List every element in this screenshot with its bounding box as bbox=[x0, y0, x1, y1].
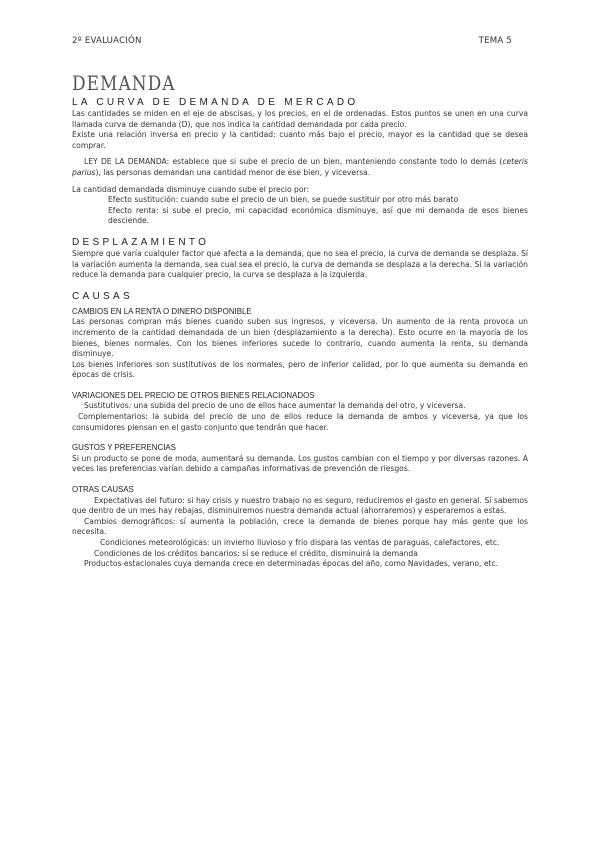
section-causas bbox=[72, 291, 528, 570]
section-curva-demanda bbox=[72, 97, 528, 227]
paragraph: Las personas compran más bienes cuando suben sus ingresos, y viceversa. Un aumento de la renta provoca un incremento de la cantidad demandada de un bien (desplazamiento a la derecha). Esto ocurre en la mayoría de los bienes, bienes normales. Con los bienes inferiores sucede lo contrario, cuando aumenta la renta, su demanda disminuye. bbox=[72, 317, 528, 359]
ley-text-a: LEY DE LA DEMANDA: establece que si sube el precio de un bien, manteniendo constante todo lo demás ( bbox=[84, 157, 503, 167]
subsection-title: OTRAS CAUSAS bbox=[72, 485, 134, 495]
paragraph: Condiciones meteorológicas: un invierno lluvioso y frío dispara las ventas de paraguas, calefactores, etc. bbox=[100, 538, 500, 547]
paragraph: Cambios demográficos: sí aumenta la población, crece la demanda de bienes porque hay más gente que los necesita. bbox=[72, 516, 528, 537]
efecto-renta: Efecto renta: si sube el precio, mi capacidad económica disminuye, así que mi demanda de esos bienes desciende. bbox=[108, 205, 528, 226]
subsection-otras bbox=[72, 485, 528, 570]
paragraph: Sustitutivos: una subida del precio de uno de ellos hace aumentar la demanda del otro, y viceversa. bbox=[84, 401, 466, 411]
paragraph: La cantidad demandada disminuye cuando sube el precio por: bbox=[72, 184, 310, 194]
paragraph: Condiciones de los créditos bancarios: sí se reduce el crédito, disminuirá la demanda bbox=[94, 548, 418, 558]
header-evaluation: 2º EVALUACIÓN bbox=[72, 36, 142, 46]
section-heading: DESPLAZAMIENTO bbox=[72, 236, 210, 248]
ley-text-c: ), las personas demandan una cantidad menor de ese bien, y viceversa. bbox=[95, 167, 371, 177]
paragraph: Si un producto se pone de moda, aumentará su demanda. Los gustos cambian con el tiempo y por diversas razones. A veces las preferencias varían debido a campañas informativas de prevención de riesgos. bbox=[72, 453, 528, 474]
page-title: DEMANDA bbox=[72, 72, 176, 96]
paragraph: Existe una relación inversa en precio y la cantidad: cuanto más bajo el precio, mayor es la cantidad que se desea comprar. bbox=[72, 130, 528, 150]
subsection-title: CAMBIOS EN LA RENTA O DINERO DISPONIBLE bbox=[72, 306, 252, 316]
efecto-sustitucion: Efecto sustitución: cuando sube el precio de un bien, se puede sustituir por otro más barato bbox=[108, 195, 459, 205]
paragraph: Complementarios: la subida del precio de uno de ellos reduce la demanda de ambos y viceversa, ya que los consumidores piensan en el gasto conjunto que tendrán que hacer. bbox=[72, 412, 528, 432]
section-heading: LA CURVA DE DEMANDA DE MERCADO bbox=[72, 97, 359, 108]
ley-text-italic: ceteris parius bbox=[72, 157, 528, 177]
subsection-gustos bbox=[72, 443, 528, 475]
paragraph: Siempre que varía cualquier factor que afecta a la demanda, que no sea el precio, la curva de demanda se desplaza. Sí la variación aumenta la demanda, sea cual sea el precio, la curva de demanda se desplaza a la derecha. Sí la variación reduce la demanda para cualquier precio, la curva se desplaza a la izquierda. bbox=[72, 248, 528, 280]
subsection-precios bbox=[72, 391, 528, 433]
subsection-renta bbox=[72, 307, 528, 381]
paragraph: Productos estacionales cuya demanda crece en determinadas épocas del año, como Navidades, verano, etc. bbox=[84, 559, 499, 569]
ley-demanda-paragraph bbox=[72, 157, 528, 178]
paragraph: Los bienes inferiores son sustitutivos de los normales, pero de inferior calidad, por lo que aumenta su demanda en épocas de crisis. bbox=[72, 359, 528, 380]
document-body bbox=[72, 74, 528, 570]
paragraph: Expectativas del futuro: si hay crisis y nuestro trabajo no es seguro, reduciremos el gasto en general. Sí sabemos que dentro de un mes hay rebajas, disminuiremos nuestra demanda actual (ahorraremos) y esperaremos a estas. bbox=[72, 495, 528, 516]
subsection-title: GUSTOS Y PREFERENCIAS bbox=[72, 443, 176, 453]
section-desplazamiento bbox=[72, 237, 528, 281]
header-topic: TEMA 5 bbox=[478, 36, 512, 46]
section-heading: CAUSAS bbox=[72, 290, 133, 302]
subsection-title: VARIACIONES DEL PRECIO DE OTROS BIENES RELACIONADOS bbox=[72, 390, 315, 400]
paragraph: Las cantidades se miden en el eje de abscisas, y los precios, en el de ordenadas. Estos puntos se unen en una curva llamada curva de demanda (D), que nos indica la cantidad demandada por cada precio. bbox=[72, 109, 528, 129]
